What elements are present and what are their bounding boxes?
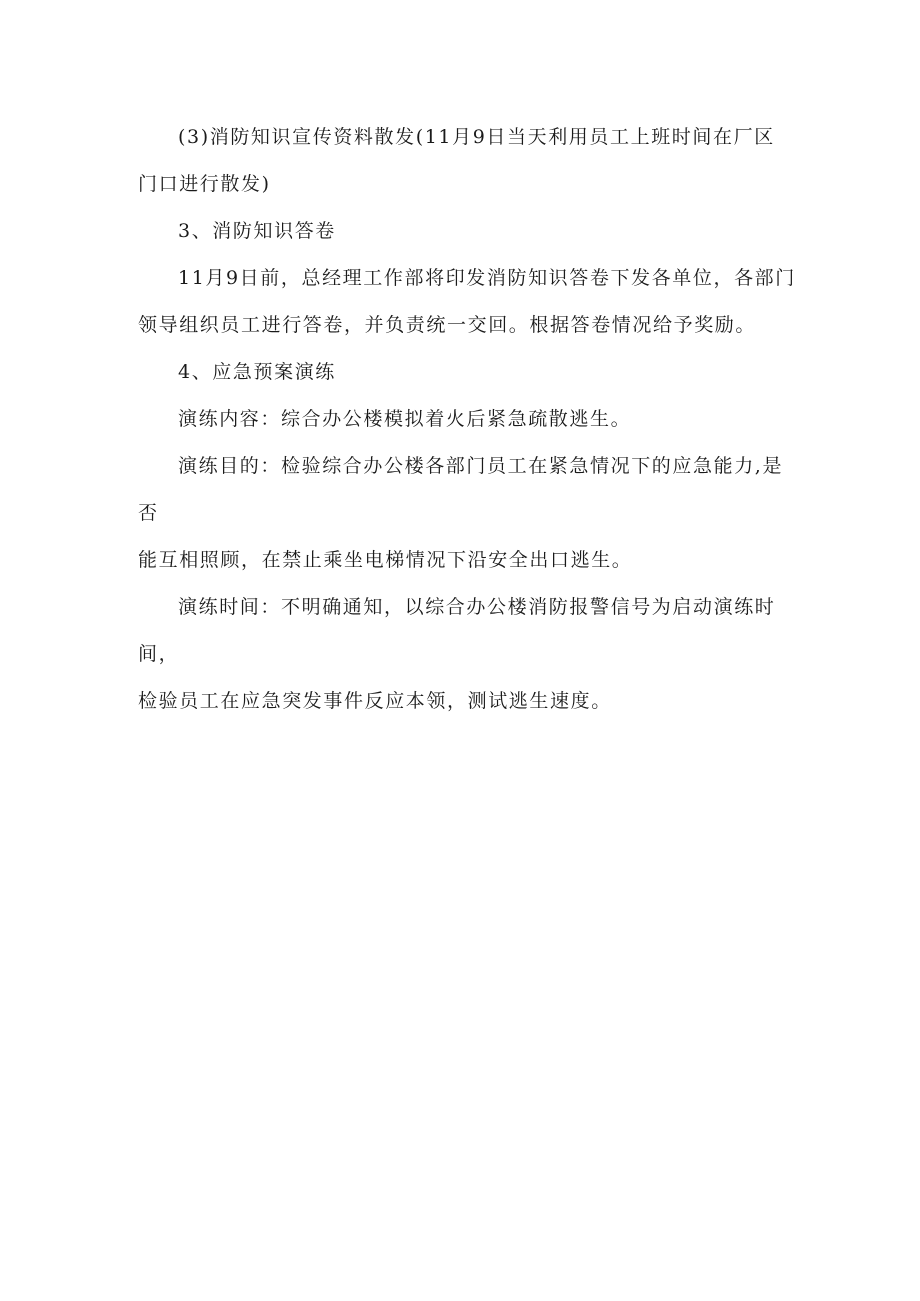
paragraph-line: 演练目的：检验综合办公楼各部门员工在紧急情况下的应急能力,是否	[138, 455, 784, 524]
paragraph-line: 演练时间：不明确通知，以综合办公楼消防报警信号为启动演练时间，	[138, 596, 776, 665]
paragraph-publicity-materials	[138, 114, 798, 208]
paragraph-drill-purpose	[138, 443, 798, 584]
paragraph-line: 门口进行散发)	[138, 173, 271, 195]
paragraph-line: 演练内容：综合办公楼模拟着火后紧急疏散逃生。	[178, 408, 632, 430]
paragraph-drill-content	[138, 396, 798, 443]
document-body	[138, 114, 798, 725]
section-heading-text: 4、应急预案演练	[178, 361, 336, 383]
section-heading-text: 3、消防知识答卷	[178, 220, 336, 242]
paragraph-line: 11月9日前，总经理工作部将印发消防知识答卷下发各单位，各部门	[178, 267, 796, 289]
section-heading-drill	[138, 349, 798, 396]
paragraph-line: 检验员工在应急突发事件反应本领，测试逃生速度。	[138, 690, 612, 712]
paragraph-line: 能互相照顾，在禁止乘坐电梯情况下沿安全出口逃生。	[138, 549, 633, 571]
paragraph-line: 领导组织员工进行答卷，并负责统一交回。根据答卷情况给予奖励。	[138, 314, 757, 336]
paragraph-quiz-details	[138, 255, 798, 349]
section-heading-quiz	[138, 208, 798, 255]
paragraph-line: (3)消防知识宣传资料散发(11月9日当天利用员工上班时间在厂区	[178, 126, 775, 148]
paragraph-drill-time	[138, 584, 798, 725]
